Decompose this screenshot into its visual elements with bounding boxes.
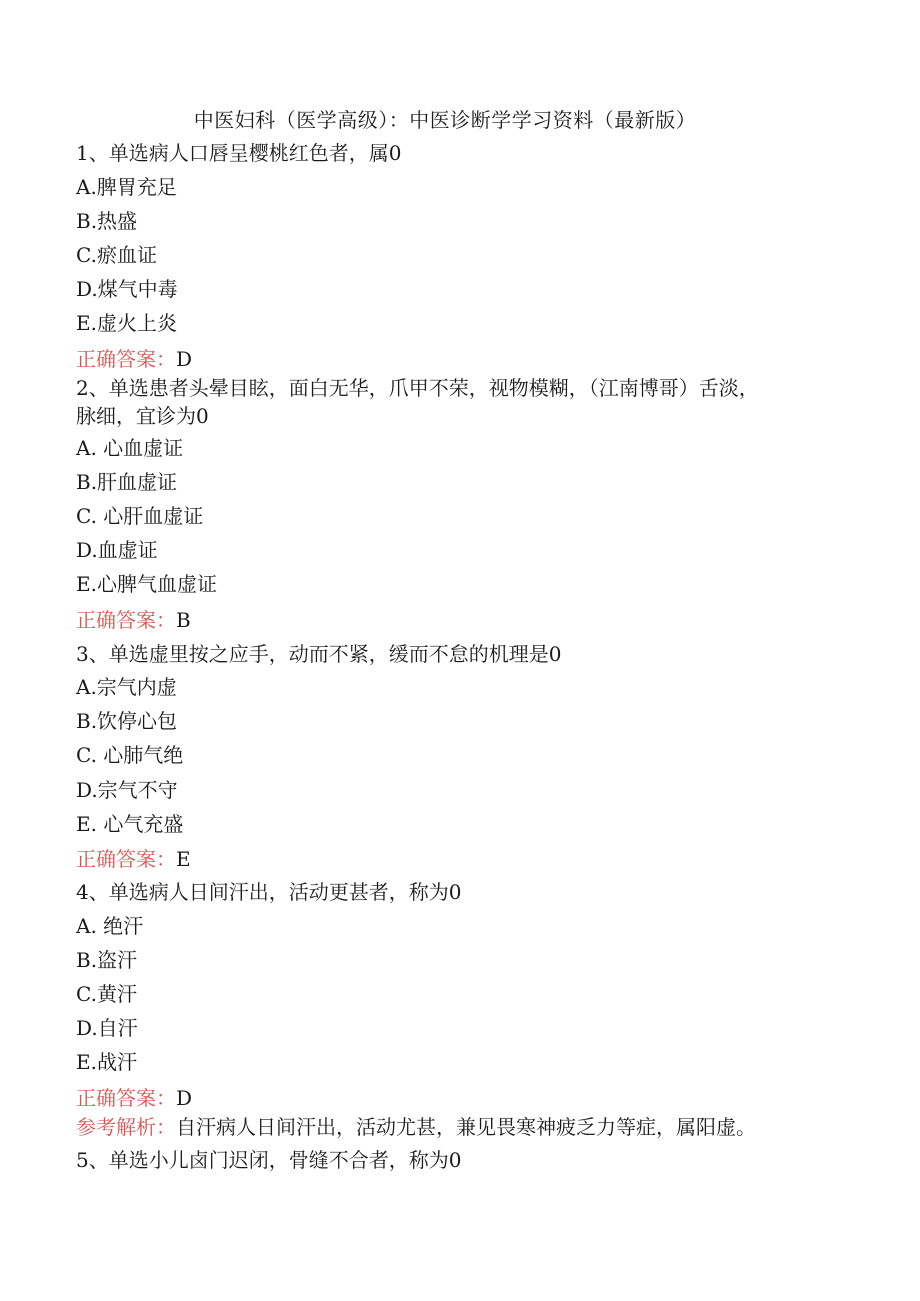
question-3-stem: 3、单选虚里按之应手，动而不紧，缓而不怠的机理是0	[76, 642, 562, 666]
question-4-stem: 4、单选病人日间汗出，活动更甚者，称为0	[76, 880, 462, 904]
answer-value: D	[176, 347, 193, 371]
question-2-option-b: B.肝血虚证	[76, 470, 178, 494]
question-5-stem: 5、单选小儿卤门迟闭，骨缝不合者，称为0	[76, 1148, 462, 1172]
question-1-answer	[76, 345, 192, 373]
question-3-answer	[76, 845, 191, 873]
question-2-option-e: E.心脾气血虚证	[76, 572, 217, 596]
answer-value: D	[176, 1086, 193, 1110]
analysis-label: 参考解析：	[76, 1115, 176, 1139]
answer-label: 正确答案：	[76, 847, 176, 871]
question-1-option-b: B.热盛	[76, 209, 138, 233]
document-title: 中医妇科（医学高级）：中医诊断学学习资料（最新版）	[193, 108, 697, 132]
question-1-option-e: E.虚火上炎	[76, 311, 177, 335]
analysis-text: 自汗病人日间汗出，活动尤甚，兼见畏寒神疲乏力等症，属阳虚。	[176, 1115, 756, 1139]
answer-value: E	[176, 847, 191, 871]
answer-label: 正确答案：	[76, 347, 176, 371]
question-4-answer	[76, 1084, 192, 1112]
question-1-stem: 1、单选病人口唇呈樱桃红色者，属0	[76, 141, 402, 165]
question-3-option-e: E. 心气充盛	[76, 812, 184, 836]
question-3-option-b: B.饮停心包	[76, 709, 178, 733]
question-2-answer	[76, 606, 191, 634]
question-2-option-c: C. 心肝血虚证	[76, 504, 204, 528]
question-2-stem-line-2: 脉细，宜诊为0	[76, 404, 209, 428]
question-4-option-e: E.战汗	[76, 1050, 137, 1074]
question-1-option-d: D.煤气中毒	[76, 277, 178, 301]
question-4-option-a: A. 绝汗	[76, 914, 144, 938]
question-2-stem-line-1: 2、单选患者头晕目眩，面白无华，爪甲不荣，视物模糊，（江南博哥）舌淡，	[76, 376, 759, 400]
answer-label: 正确答案：	[76, 1086, 176, 1110]
question-4-analysis	[76, 1113, 756, 1141]
question-4-option-b: B.盗汗	[76, 948, 138, 972]
question-3-option-a: A.宗气内虚	[76, 675, 177, 699]
question-4-option-c: C.黄汗	[76, 982, 137, 1006]
question-3-option-d: D.宗气不守	[76, 778, 178, 802]
question-3-option-c: C. 心肺气绝	[76, 743, 184, 767]
question-1-option-a: A.脾胃充足	[76, 175, 177, 199]
question-2-option-a: A. 心血虚证	[76, 436, 184, 460]
question-4-option-d: D.自汗	[76, 1016, 138, 1040]
answer-value: B	[176, 608, 191, 632]
answer-label: 正确答案：	[76, 608, 176, 632]
question-1-option-c: C.瘀血证	[76, 243, 157, 267]
question-2-option-d: D.血虚证	[76, 538, 158, 562]
